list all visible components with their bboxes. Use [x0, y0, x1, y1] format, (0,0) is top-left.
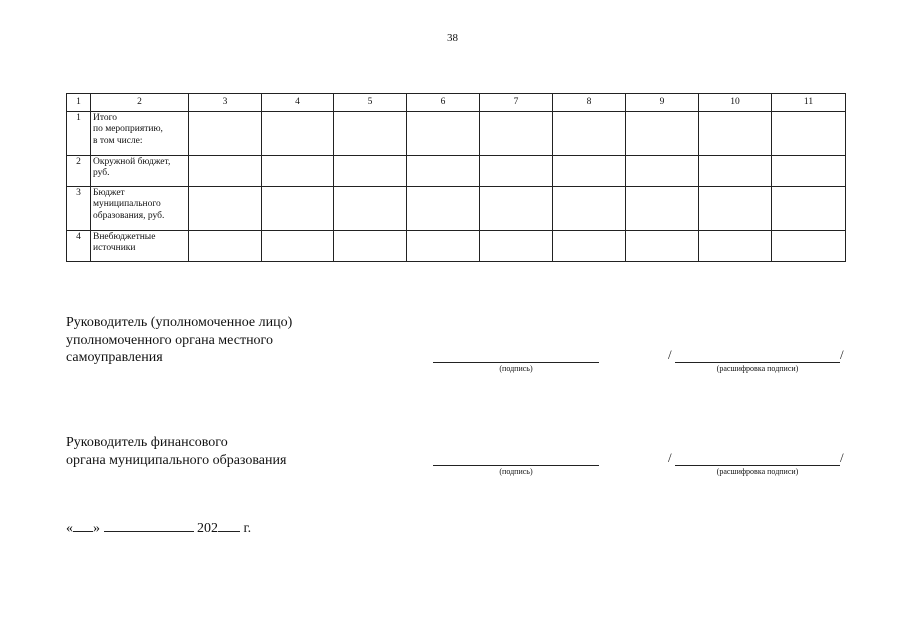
slash-left: /	[668, 450, 672, 465]
signature-title-line: самоуправления	[66, 350, 163, 365]
page-number: 38	[447, 32, 458, 44]
table-cell[interactable]	[262, 156, 334, 187]
table-cell[interactable]	[699, 231, 772, 262]
table-cell[interactable]	[772, 231, 846, 262]
year-prefix: 202	[197, 521, 218, 536]
column-header: 2	[91, 94, 189, 112]
table-cell[interactable]	[553, 156, 626, 187]
table-cell[interactable]	[772, 187, 846, 231]
row-label-line: по мероприятию,	[93, 124, 163, 135]
name-caption: (расшифровка подписи)	[716, 467, 799, 476]
table-cell[interactable]	[189, 187, 262, 231]
column-header: 1	[67, 94, 91, 112]
row-label	[91, 231, 189, 262]
table-cell[interactable]	[262, 231, 334, 262]
table-cell[interactable]	[407, 187, 480, 231]
row-number: 2	[67, 156, 91, 187]
row-label-line: Бюджет	[93, 188, 125, 198]
signature-caption: (подпись)	[499, 467, 533, 476]
column-header: 5	[334, 94, 407, 112]
row-label-line: руб.	[93, 168, 110, 179]
table-cell[interactable]	[626, 112, 699, 156]
table-cell[interactable]	[626, 231, 699, 262]
slash-right: /	[840, 450, 844, 465]
table-cell[interactable]	[480, 187, 553, 231]
table-cell[interactable]	[262, 187, 334, 231]
table-cell[interactable]	[334, 156, 407, 187]
table-cell[interactable]	[407, 112, 480, 156]
row-label-line: Внебюджетные	[93, 232, 156, 242]
table-cell[interactable]	[480, 156, 553, 187]
table-row	[67, 112, 846, 156]
table-row	[67, 231, 846, 262]
open-quote: «	[66, 521, 73, 536]
table-cell[interactable]	[553, 231, 626, 262]
column-header: 6	[407, 94, 480, 112]
signature-title-line: уполномоченного органа местного	[66, 332, 273, 348]
table-cell[interactable]	[699, 187, 772, 231]
slash-right: /	[840, 347, 844, 362]
row-number: 1	[67, 112, 91, 156]
signature-line[interactable]	[433, 362, 599, 363]
row-number: 3	[67, 187, 91, 231]
table-cell[interactable]	[407, 156, 480, 187]
signature-title-2	[66, 434, 286, 469]
column-header: 4	[262, 94, 334, 112]
table-cell[interactable]	[772, 156, 846, 187]
date-line	[66, 521, 251, 537]
table-cell[interactable]	[626, 187, 699, 231]
column-header: 3	[189, 94, 262, 112]
row-label-line: муниципального	[93, 199, 161, 210]
year-suffix: г.	[243, 521, 252, 536]
name-line[interactable]	[675, 362, 840, 363]
row-label-line: образования, руб.	[93, 210, 165, 221]
row-number: 4	[67, 231, 91, 262]
table-cell[interactable]	[553, 112, 626, 156]
table-header-row	[67, 94, 846, 112]
signature-title-line: Руководитель финансового	[66, 435, 228, 450]
signature-title-1	[66, 314, 292, 367]
table-cell[interactable]	[189, 156, 262, 187]
signature-title-line: органа муниципального образования	[66, 452, 287, 468]
row-label-line: в том числе:	[93, 135, 143, 146]
row-label-line: Окружной бюджет,	[93, 157, 171, 167]
row-label	[91, 112, 189, 156]
table-cell[interactable]	[189, 231, 262, 262]
table-cell[interactable]	[772, 112, 846, 156]
table-cell[interactable]	[262, 112, 334, 156]
row-label	[91, 156, 189, 187]
table-cell[interactable]	[480, 231, 553, 262]
row-label-line: Итого	[93, 113, 118, 123]
table-cell[interactable]	[334, 112, 407, 156]
signature-caption: (подпись)	[499, 364, 533, 373]
signature-line[interactable]	[433, 465, 599, 466]
column-header: 10	[699, 94, 772, 112]
row-label	[91, 187, 189, 231]
form-table	[66, 93, 846, 262]
table-cell[interactable]	[407, 231, 480, 262]
column-header: 7	[480, 94, 553, 112]
slash-left: /	[668, 347, 672, 362]
close-quote: »	[93, 521, 100, 536]
signature-title-line: Руководитель (уполномоченное лицо)	[66, 315, 293, 330]
table-cell[interactable]	[334, 187, 407, 231]
table-row	[67, 156, 846, 187]
table-cell[interactable]	[699, 156, 772, 187]
day-field[interactable]	[73, 530, 93, 532]
table-cell[interactable]	[626, 156, 699, 187]
column-header: 8	[553, 94, 626, 112]
column-header: 11	[772, 94, 846, 112]
table-cell[interactable]	[553, 187, 626, 231]
column-header: 9	[626, 94, 699, 112]
name-caption: (расшифровка подписи)	[716, 364, 799, 373]
month-field[interactable]	[104, 530, 194, 532]
row-label-line: источники	[93, 243, 136, 254]
table-row	[67, 187, 846, 231]
year-field[interactable]	[218, 530, 240, 532]
name-line[interactable]	[675, 465, 840, 466]
table-cell[interactable]	[334, 231, 407, 262]
table-cell[interactable]	[699, 112, 772, 156]
table-cell[interactable]	[189, 112, 262, 156]
table-cell[interactable]	[480, 112, 553, 156]
